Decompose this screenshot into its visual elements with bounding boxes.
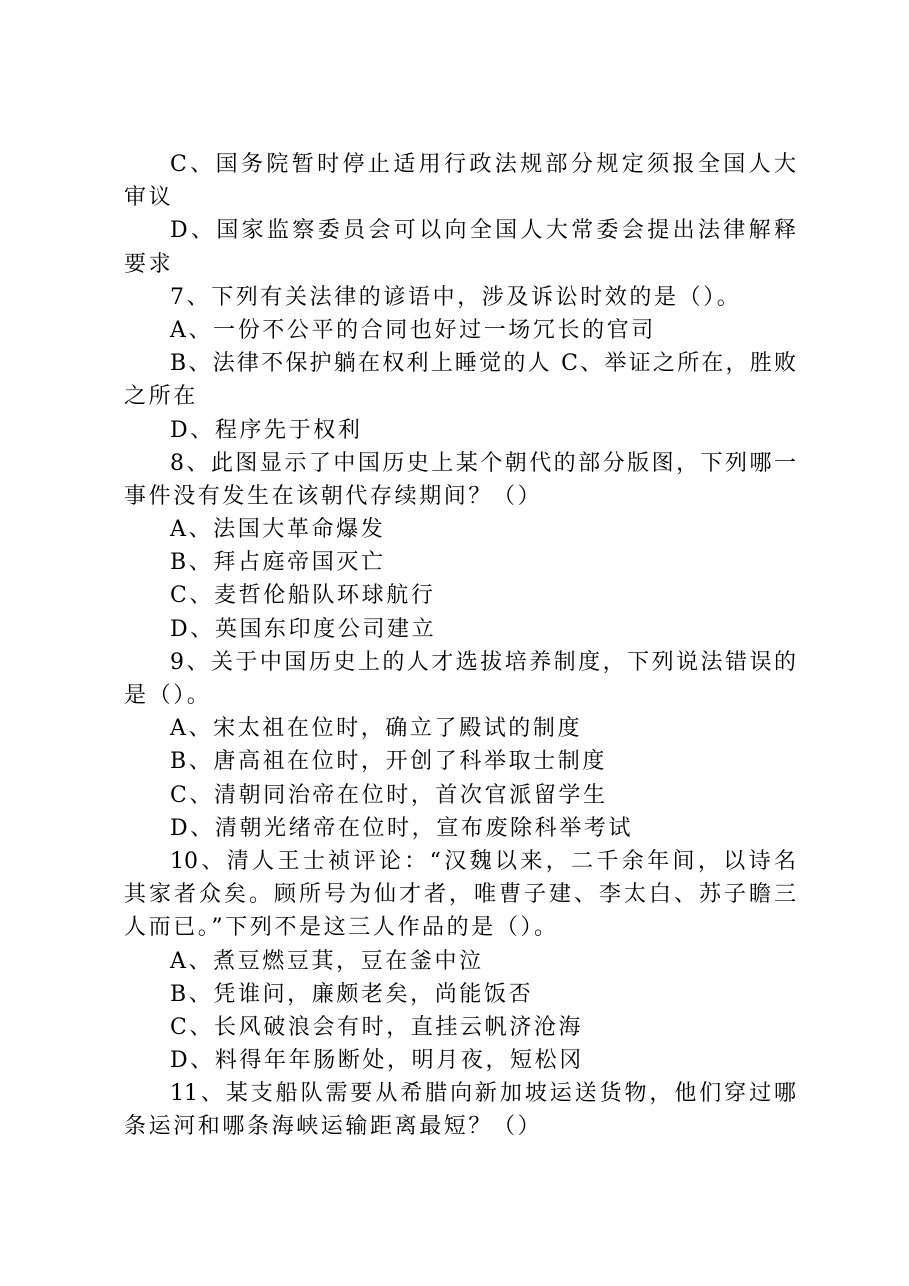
text-line: 条运河和哪条海峡运输距离最短？（） — [124, 1114, 543, 1140]
text-line: B、拜占庭帝国灭亡 — [170, 550, 386, 576]
text-line: 之所在 — [124, 384, 198, 410]
text-line: B、法律不保护躺在权利上睡觉的人 C、举证之所在，胜败 — [170, 351, 796, 377]
text-line: 9、关于中国历史上的人才选拔培养制度，下列说法错误的 — [170, 649, 796, 675]
text-line: C、国务院暂时停止适用行政法规部分规定须报全国人大 — [170, 152, 796, 177]
text-line: A、煮豆燃豆萁，豆在釜中泣 — [170, 948, 484, 974]
text-line: D、料得年年肠断处，明月夜，短松冈 — [170, 1048, 584, 1074]
text-line: D、清朝光绪帝在位时，宣布废除科举考试 — [170, 815, 634, 841]
text-line: B、凭谁问，廉颇老矣，尚能饭否 — [170, 981, 534, 1007]
text-line: A、法国大革命爆发 — [170, 517, 386, 543]
text-line: D、英国东印度公司建立 — [170, 616, 437, 642]
text-line: 7、下列有关法律的谚语中，涉及诉讼时效的是（）。 — [170, 284, 742, 310]
text-line: 审议 — [124, 185, 174, 211]
text-line: D、程序先于权利 — [170, 417, 363, 443]
text-line: B、唐高祖在位时，开创了科举取士制度 — [170, 749, 607, 775]
text-line: C、长风破浪会有时，直挂云帆济沧海 — [170, 1014, 584, 1040]
text-line: A、宋太祖在位时，确立了殿试的制度 — [170, 716, 583, 742]
text-line: 人而已。”下列不是这三人作品的是（）。 — [124, 915, 559, 941]
text-line: 11、某支船队需要从希腊向新加坡运送货物，他们穿过哪 — [170, 1081, 796, 1107]
text-line: 8、此图显示了中国历史上某个朝代的部分版图，下列哪一 — [170, 450, 796, 476]
text-line: C、清朝同治帝在位时，首次官派留学生 — [170, 782, 608, 808]
text-line: C、麦哲伦船队环球航行 — [170, 583, 436, 609]
document-page — [124, 148, 796, 1144]
text-line: 事件没有发生在该朝代存续期间？（） — [124, 483, 543, 509]
text-line: 是（）。 — [124, 683, 212, 708]
text-line: A、一份不公平的合同也好过一场冗长的官司 — [170, 317, 656, 343]
text-line: 其家者众矣。顾所号为仙才者，唯曹子建、李太白、苏子瞻三 — [124, 882, 796, 908]
text-line: 要求 — [124, 251, 174, 277]
text-line: D、国家监察委员会可以向全国人大常委会提出法律解释 — [170, 218, 796, 244]
text-line: 10、清人王士祯评论：“汉魏以来，二千余年间，以诗名 — [170, 848, 796, 874]
